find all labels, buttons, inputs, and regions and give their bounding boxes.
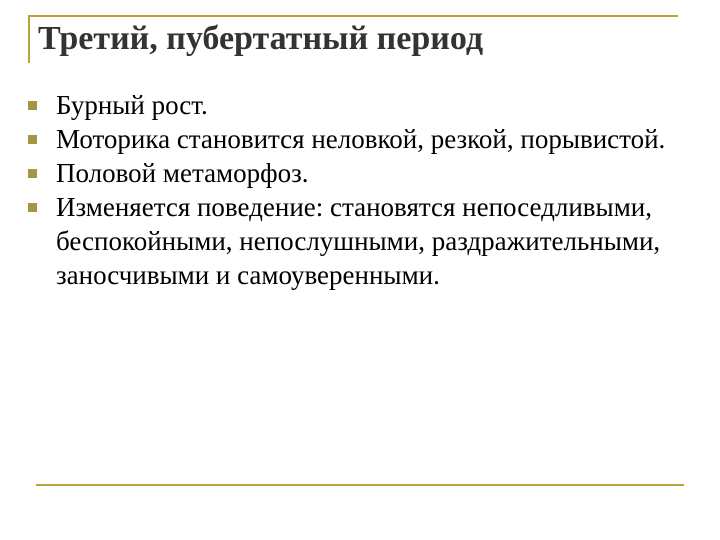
footer-divider-line	[36, 484, 684, 486]
slide-title: Третий, пубертатный период	[38, 20, 484, 57]
title-frame-left-line	[28, 15, 30, 63]
bullet-text: Половой метаморфоз.	[56, 158, 309, 188]
square-bullet-icon	[28, 135, 37, 144]
square-bullet-icon	[28, 101, 37, 110]
bullet-list	[28, 88, 668, 292]
bullet-item	[28, 122, 668, 156]
bullet-text: Моторика становится неловкой, резкой, порывистой.	[56, 124, 666, 154]
bullet-item	[28, 156, 668, 190]
square-bullet-icon	[28, 203, 37, 212]
bullet-item	[28, 88, 668, 122]
bullet-text: Бурный рост.	[56, 90, 208, 120]
square-bullet-icon	[28, 169, 37, 178]
bullet-item	[28, 190, 668, 292]
bullet-text: Изменяется поведение: становятся непоседливыми, беспокойными, непослушными, раздражительными, заносчивыми и самоуверенными.	[56, 192, 661, 290]
title-frame-top-line	[28, 15, 678, 17]
